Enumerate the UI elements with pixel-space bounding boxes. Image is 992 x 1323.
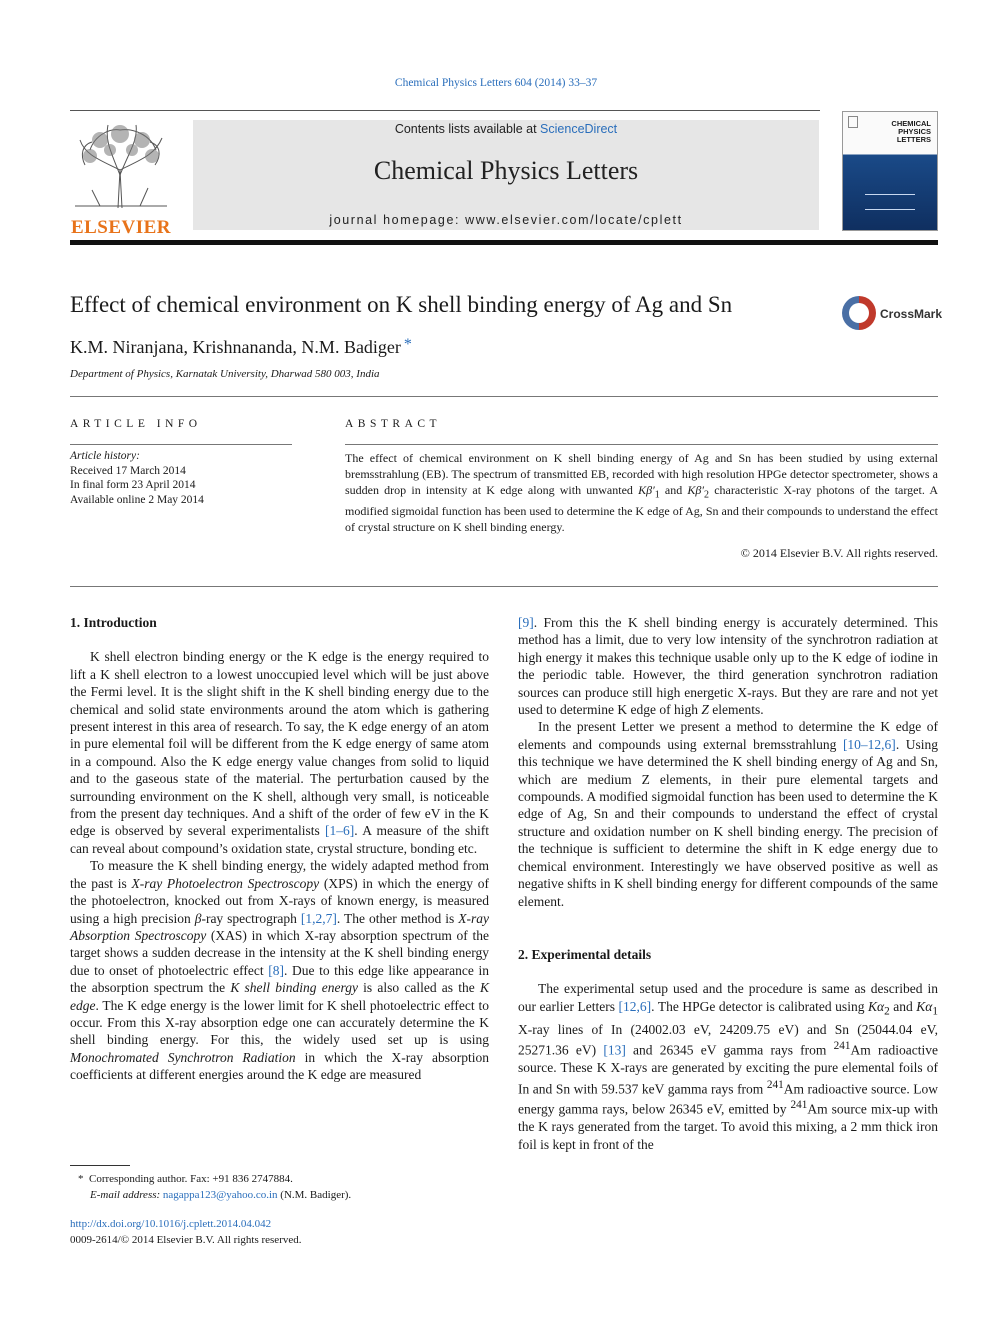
kalpha1-symbol: Kα <box>916 998 933 1014</box>
kbeta2-symbol: Kβ′ <box>687 483 705 497</box>
kbeta2-subscript: 2 <box>704 489 710 501</box>
article-title: Effect of chemical environment on K shell binding energy of Ag and Sn <box>70 292 733 317</box>
isotope-mass-superscript: 241 <box>766 1078 784 1091</box>
abstract-segment: and <box>659 483 688 497</box>
paragraph <box>70 857 489 1083</box>
text-segment: . Due to this edge like appearance in the absorption spectrum the <box>70 962 489 996</box>
footnote-mark: * <box>78 1173 84 1185</box>
contents-line <box>193 122 819 136</box>
text-segment: . The other method is <box>336 910 459 926</box>
paragraph <box>518 980 938 1153</box>
emphasis: K shell binding energy <box>230 980 358 996</box>
emphasis: X-ray Photoelectron Spectroscopy <box>131 875 320 891</box>
elsevier-mini-icon <box>848 116 858 128</box>
abstract-copyright: © 2014 Elsevier B.V. All rights reserved. <box>740 546 938 560</box>
text-segment: To measure the K shell binding energy, the widely adapted method from the past is <box>70 858 489 891</box>
text-segment: X-ray lines of In (24002.03 eV, 24209.75 eV) and Sn (25044.04 eV, 25271.36 eV) <box>518 1021 938 1058</box>
header-thick-rule <box>70 240 938 245</box>
text-segment: Am radioactive source. Low energy gamma rays, below 26345 eV, emitted by <box>518 1081 938 1117</box>
text-segment: Am source mix-up with the K rays generated from the target. To avoid this mixing, a 2 mm thick iron foil is kept in front of the <box>518 1101 938 1152</box>
cover-graphic <box>865 194 915 210</box>
emphasis: Monochromated Synchrotron Radiation <box>70 1049 296 1065</box>
kalpha1-subscript: 1 <box>932 1005 938 1018</box>
text-segment: . A measure of the shift can reveal about compound’s oxidation state, crystal structure, bonding etc. <box>70 823 489 856</box>
text-segment: Am radioactive source. These K X-rays are generated by exciting the pure elemental foils of In and Sn with 59.537 keV gamma rays from <box>518 1042 938 1097</box>
section-rule <box>70 396 938 397</box>
journal-citation[interactable]: Chemical Physics Letters 604 (2014) 33–37 <box>394 77 598 89</box>
isotope-mass-superscript: 241 <box>833 1040 851 1053</box>
elsevier-tree-icon <box>70 120 172 210</box>
text-segment: K shell electron binding energy or the K edge is the energy required to lift a K shell electron to a lowest unoccupied level which will be just above the Fermi level. It is the slight shift in the K shell binding energy due to the chemical and solid state environments around the atom which is gathering present interest in this area of research. To say, the K edge energy of an atom in pure elemental foil will be different from the K edge energy of same atom in a compound. Also the K edge energy value changes from solid to liquid and to the gaseous state of the material. The perturbation caused by the surrounding environment on the K shell, although very small, is noticeable from the present day techniques. And a shift of the order of few eV in the K edge is observed by several experimentalists <box>70 649 489 839</box>
elsevier-wordmark: ELSEVIER <box>70 217 172 238</box>
journal-header-box <box>193 120 819 230</box>
email-label: E-mail address: <box>90 1189 163 1201</box>
corresponding-note <box>70 1171 489 1187</box>
journal-name: Chemical Physics Letters <box>373 156 639 185</box>
cover-title-line: CHEMICAL <box>891 119 931 128</box>
crossmark-label: CrossMark <box>880 307 943 321</box>
paragraph <box>518 718 938 909</box>
journal-cover <box>842 111 938 231</box>
text-segment: in which the X-ray absorption coefficients at different energies around the K edge are measured <box>70 1049 489 1083</box>
author-list <box>70 336 412 358</box>
text-segment: elements. <box>708 702 764 718</box>
cover-title <box>891 120 931 144</box>
revised-date: In final form 23 April 2014 <box>70 479 196 491</box>
crossmark-badge[interactable] <box>842 296 942 332</box>
body-column-right <box>518 614 938 1153</box>
reference-link[interactable]: [1–6] <box>325 823 355 839</box>
text-segment: and 26345 eV gamma rays from <box>625 1042 834 1058</box>
emphasis: K edge <box>70 980 489 1013</box>
text-segment: and <box>889 998 917 1014</box>
section-heading-introduction: 1. Introduction <box>70 615 157 630</box>
abstract-text <box>345 450 938 535</box>
abstract-heading: ABSTRACT <box>345 418 442 430</box>
online-date: Available online 2 May 2014 <box>70 493 204 506</box>
email-note <box>70 1187 489 1203</box>
reference-link[interactable]: [10–12,6] <box>842 736 896 752</box>
text-segment: . From this the K shell binding energy is accurately determined. This method has a limit, due to very low intensity of the synchrotron radiation at high energy it makes this technique usable only up to the K edge of iodine in the periodic table. However, the third generation synchrotron radiation sources can produce still high energetic X-rays. But they are rare and not yet used to determine K edge of high <box>518 615 938 718</box>
paragraph <box>70 648 489 857</box>
kbeta1-symbol: Kβ′ <box>638 483 655 497</box>
article-info-rule <box>70 444 292 445</box>
issn-line: 0009-2614/© 2014 Elsevier B.V. All rights reserved. <box>70 1234 302 1246</box>
authors-text: K.M. Niranjana, Krishnananda, N.M. Badiger <box>70 337 401 357</box>
corresponding-author-mark[interactable]: * <box>403 336 412 353</box>
section-heading-experimental: 2. Experimental details <box>518 946 652 962</box>
text-segment: The experimental setup used and the procedure is same as described in our earlier Letters <box>518 981 938 1014</box>
text-segment: In the present Letter we present a method to determine the K edge of elements and compounds using external bremsstrahlung <box>518 719 938 752</box>
history-label: Article history: <box>70 450 140 462</box>
elsevier-logo <box>70 120 172 238</box>
sciencedirect-link[interactable]: ScienceDirect <box>540 122 618 136</box>
received-date: Received 17 March 2014 <box>70 464 186 477</box>
text-segment: . Using this technique we have determined the K shell binding energy of Ag and Sn, which are medium Z elements, in their pure elemental targets and compounds. A modified sigmoidal function has been used to determine the K edge of Ag, Sn and their compounds to understand the effect of crystal structure and oxidation number on K shell binding energy. The precision of the technique is sufficient to determine the shift in K edge energy due to chemical environment. Interestingly we have observed positive as well as negative shifts in K shell binding energy for different compounds of the same element. <box>518 736 938 909</box>
reference-link[interactable]: [1,2,7] <box>300 910 337 926</box>
text-segment: (XPS) in which the energy of the photoelectron, knocked out from X-rays of known energy, is measured using a high precision <box>70 875 489 926</box>
emphasis: X-ray Absorption Spectroscopy <box>70 910 489 943</box>
footnote-rule <box>70 1165 130 1166</box>
abstract-segment: characteristic X-ray photons of the target. A modified sigmoidal function has been used to determine the K edge of Ag, Sn and their compounds to understand the effect of crystal structure on K shell binding energy. <box>345 483 939 535</box>
email-link[interactable]: nagappa123@yahoo.co.in <box>162 1189 278 1201</box>
text-segment: is also called as the <box>357 980 480 996</box>
article-info-heading: ARTICLE INFO <box>70 418 202 430</box>
body-column-left <box>70 614 489 1084</box>
journal-homepage[interactable]: journal homepage: www.elsevier.com/locate/cplett <box>329 213 683 227</box>
doi-block <box>70 1216 302 1248</box>
email-suffix: (N.M. Badiger). <box>277 1189 352 1201</box>
abstract-rule <box>345 444 938 445</box>
cover-title-line: LETTERS <box>896 135 931 144</box>
article-history <box>70 449 204 507</box>
kbeta1-subscript: 1 <box>654 489 660 501</box>
corresponding-text: Corresponding author. Fax: +91 836 2747884. <box>89 1173 293 1185</box>
affiliation: Department of Physics, Karnatak University, Dharwad 580 003, India <box>70 368 380 380</box>
isotope-mass-superscript: 241 <box>790 1099 808 1112</box>
kalpha2-subscript: 2 <box>884 1005 890 1018</box>
reference-link[interactable]: [8] <box>268 962 285 978</box>
text-segment: . The K edge energy is the lower limit for K shell photoelectric effect to occur. From this X-ray absorption edge one can accurately determine the K shell binding energy. For this, the widely used set up is using <box>70 997 489 1048</box>
header-rule <box>70 110 820 111</box>
doi-link[interactable]: http://dx.doi.org/10.1016/j.cplett.2014.04.042 <box>70 1218 272 1230</box>
beta-symbol: β <box>194 910 202 926</box>
z-symbol: Z <box>701 702 709 718</box>
paragraph-continued <box>518 614 938 718</box>
footnote <box>70 1171 489 1203</box>
section-rule <box>70 586 938 587</box>
kalpha2-symbol: Kα <box>867 998 885 1014</box>
reference-link[interactable]: [13] <box>603 1042 626 1058</box>
cover-title-line: PHYSICS <box>898 127 931 136</box>
reference-link[interactable]: [9] <box>518 615 534 630</box>
text-segment: -ray spectrograph <box>201 910 301 926</box>
text-segment: (XAS) in which X-ray absorption spectrum of the target shows a sudden decrease in the intensity at the K shell binding energy due to onset of photoelectric effect <box>70 927 489 978</box>
crossmark-icon <box>842 296 876 330</box>
abstract-segment: The effect of chemical environment on K shell binding energy of Ag and Sn has been studied by using external bremsstrahlung (EB). The spectrum of transmitted EB, recorded with high resolution HPGe detector spectrometer, shows a sudden drop in intensity at K edge along with unwanted <box>345 451 938 497</box>
contents-prefix: Contents lists available at <box>394 122 541 136</box>
reference-link[interactable]: [12,6] <box>618 998 652 1014</box>
text-segment: . The HPGe detector is calibrated using <box>651 998 868 1014</box>
